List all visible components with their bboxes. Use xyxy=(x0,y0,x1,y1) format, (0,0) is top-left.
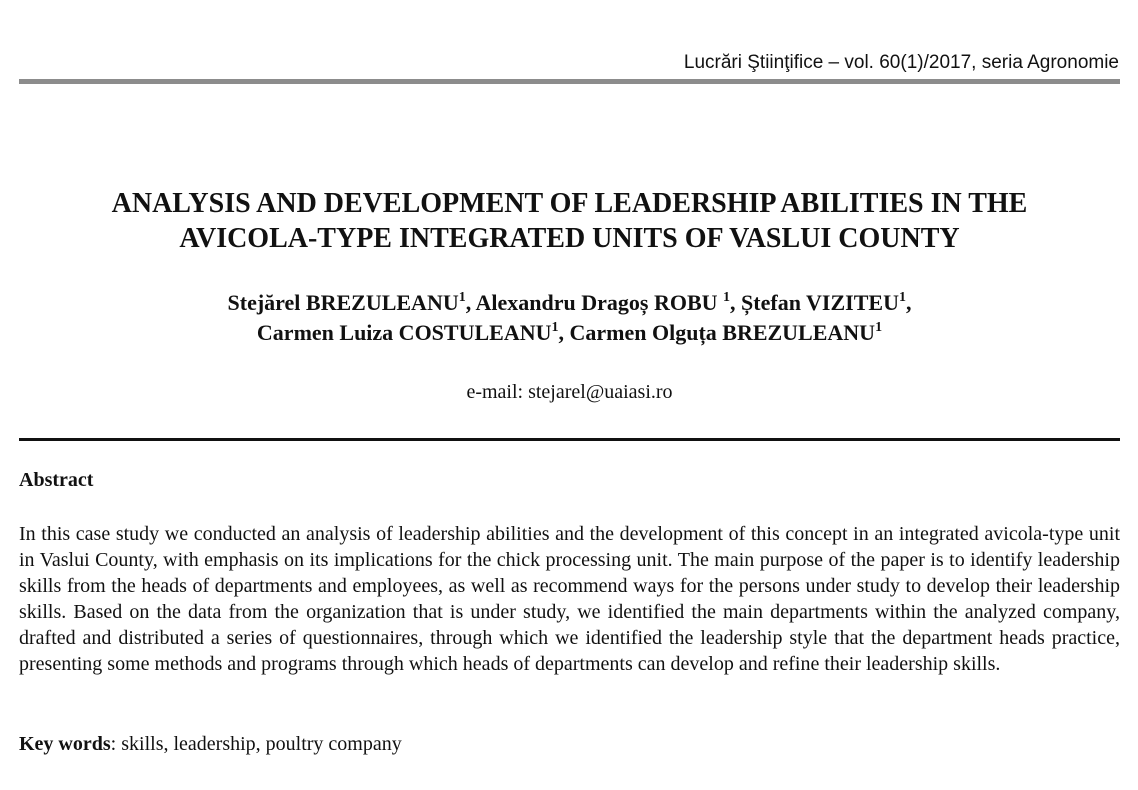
author-name: Carmen Olguța BREZULEANU xyxy=(569,320,876,345)
keywords-separator: : xyxy=(110,733,122,755)
keywords-value: skills, leadership, poultry company xyxy=(121,733,402,755)
paper-title xyxy=(19,186,1120,256)
contact-email: e-mail: stejarel@uaiasi.ro xyxy=(466,381,673,403)
author-name: Ștefan VIZITEU xyxy=(741,290,899,315)
title-line-2: AVICOLA-TYPE INTEGRATED UNITS OF VASLUI COUNTY xyxy=(179,223,960,254)
author-line-1 xyxy=(19,288,1120,318)
title-line-1: ANALYSIS AND DEVELOPMENT OF LEADERSHIP ABILITIES IN THE xyxy=(111,188,1028,219)
keywords xyxy=(19,731,402,757)
section-rule xyxy=(19,438,1120,441)
author-list xyxy=(19,288,1120,348)
author-affiliation: 1 xyxy=(875,319,883,335)
abstract-heading: Abstract xyxy=(19,469,94,491)
author-name: Alexandru Dragoș ROBU xyxy=(475,290,724,315)
author-name: Carmen Luiza COSTULEANU xyxy=(256,320,552,345)
author-separator: , xyxy=(558,320,570,345)
author-separator: , xyxy=(465,290,476,315)
author-line-2 xyxy=(19,318,1120,348)
author-separator: , xyxy=(730,290,742,315)
keywords-label: Key words xyxy=(19,733,111,755)
header-rule xyxy=(19,79,1120,84)
author-name: Stejărel BREZULEANU xyxy=(227,290,459,315)
author-affiliation: 1 xyxy=(458,289,466,305)
author-affiliation: 1 xyxy=(898,289,906,305)
abstract-text: In this case study we conducted an analysis of leadership abilities and the development of this concept in an integrated avicola-type unit in Vaslui County, with emphasis on its implications for the chick processing unit. The main purpose of the paper is to identify leadership skills from the heads of departments and employees, as well as recommend ways for the persons under study to develop their leadership skills. Based on the data from the organization that is under study, we identified the main departments within the analyzed company, drafted and distributed a series of questionnaires, through which we identified the leadership style that the department heads practice, presenting some methods and programs through which heads of departments can develop and refine their leadership skills. xyxy=(19,523,1120,675)
author-separator: , xyxy=(905,290,912,315)
author-affiliation: 1 xyxy=(723,289,731,305)
running-header: Lucrări Ştiinţifice – vol. 60(1)/2017, seria Agronomie xyxy=(683,52,1119,73)
author-affiliation: 1 xyxy=(551,319,559,335)
